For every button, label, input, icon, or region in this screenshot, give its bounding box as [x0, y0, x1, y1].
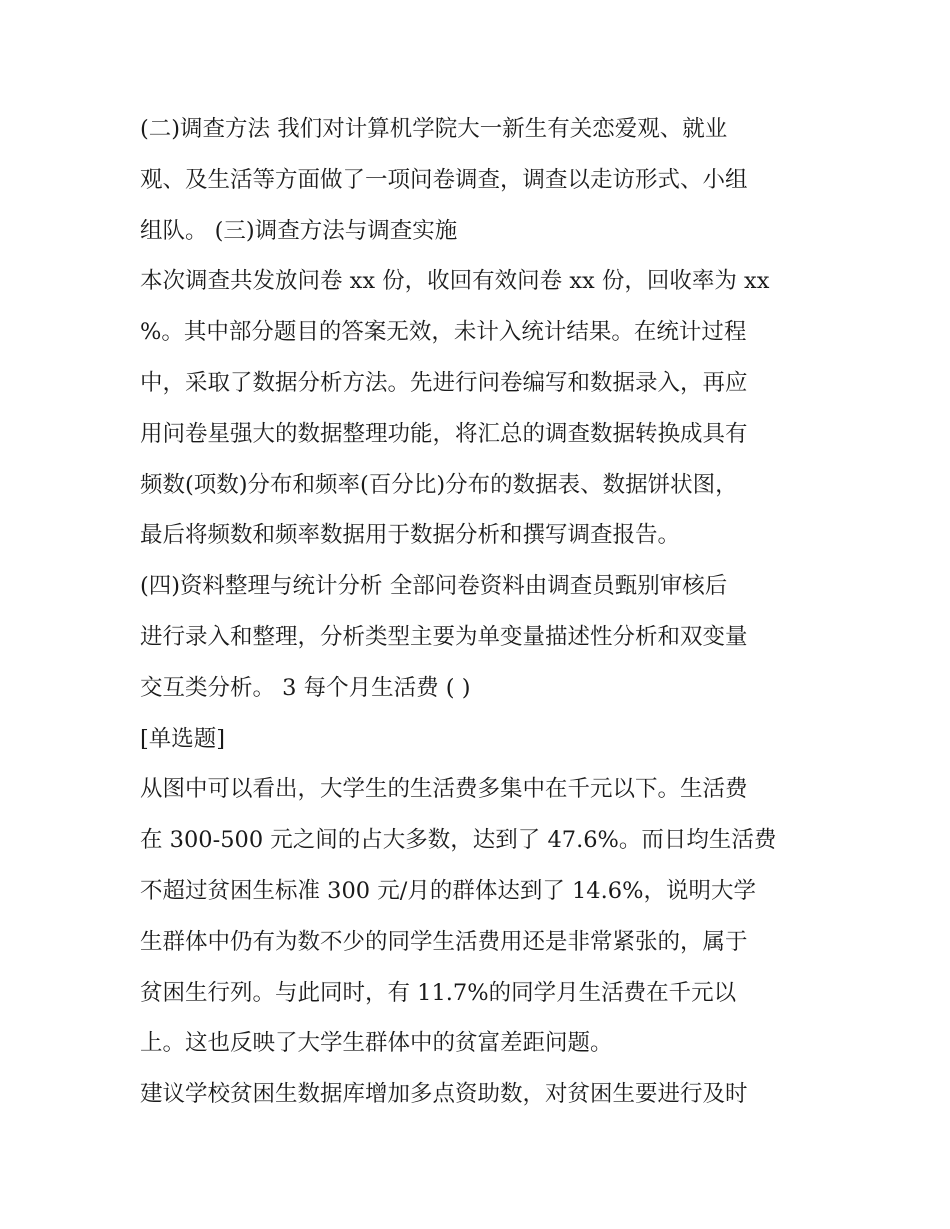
- text-line: 最后将频数和频率数据用于数据分析和撰写调查报告。: [140, 522, 681, 549]
- text-line: 不超过贫困生标准 300 元/月的群体达到了 14.6%，说明大学: [140, 877, 756, 904]
- text-line: 中，采取了数据分析方法。先进行问卷编写和数据录入，再应: [140, 369, 748, 396]
- text-line: 从图中可以看出，大学生的生活费多集中在千元以下。生活费: [140, 776, 748, 803]
- text-line: 本次调查共发放问卷 xx 份，收回有效问卷 xx 份，回收率为 xx: [140, 268, 770, 295]
- text-line: 用问卷星强大的数据整理功能，将汇总的调查数据转换成具有: [140, 420, 748, 447]
- text-line: 生群体中仍有为数不少的同学生活费用还是非常紧张的，属于: [140, 928, 748, 955]
- text-line: 交互类分析。 3 每个月生活费 ( ): [140, 674, 471, 701]
- text-line: 上。这也反映了大学生群体中的贫富差距问题。: [140, 1030, 613, 1057]
- text-line: 建议学校贫困生数据库增加多点资助数，对贫困生要进行及时: [140, 1081, 748, 1108]
- body-text: [140, 104, 830, 1120]
- text-line: 在 300-500 元之间的占大多数，达到了 47.6%。而日均生活费: [140, 827, 777, 854]
- text-line: 进行录入和整理，分析类型主要为单变量描述性分析和双变量: [140, 623, 748, 650]
- text-line: %。其中部分题目的答案无效，未计入统计结果。在统计过程: [140, 319, 747, 346]
- text-line: 组队。 (三)调查方法与调查实施: [140, 217, 458, 244]
- text-line: (二)调查方法 我们对计算机学院大一新生有关恋爱观、就业: [140, 116, 728, 142]
- text-line: 观、及生活等方面做了一项问卷调查，调查以走访形式、小组: [140, 166, 748, 193]
- text-line: [单选题]: [140, 725, 226, 752]
- text-line: 贫困生行列。与此同时，有 11.7%的同学月生活费在千元以: [140, 979, 737, 1006]
- text-line: 频数(项数)分布和频率(百分比)分布的数据表、数据饼状图，: [140, 471, 738, 498]
- text-line: (四)资料整理与统计分析 全部问卷资料由调查员甄别审核后: [140, 573, 728, 600]
